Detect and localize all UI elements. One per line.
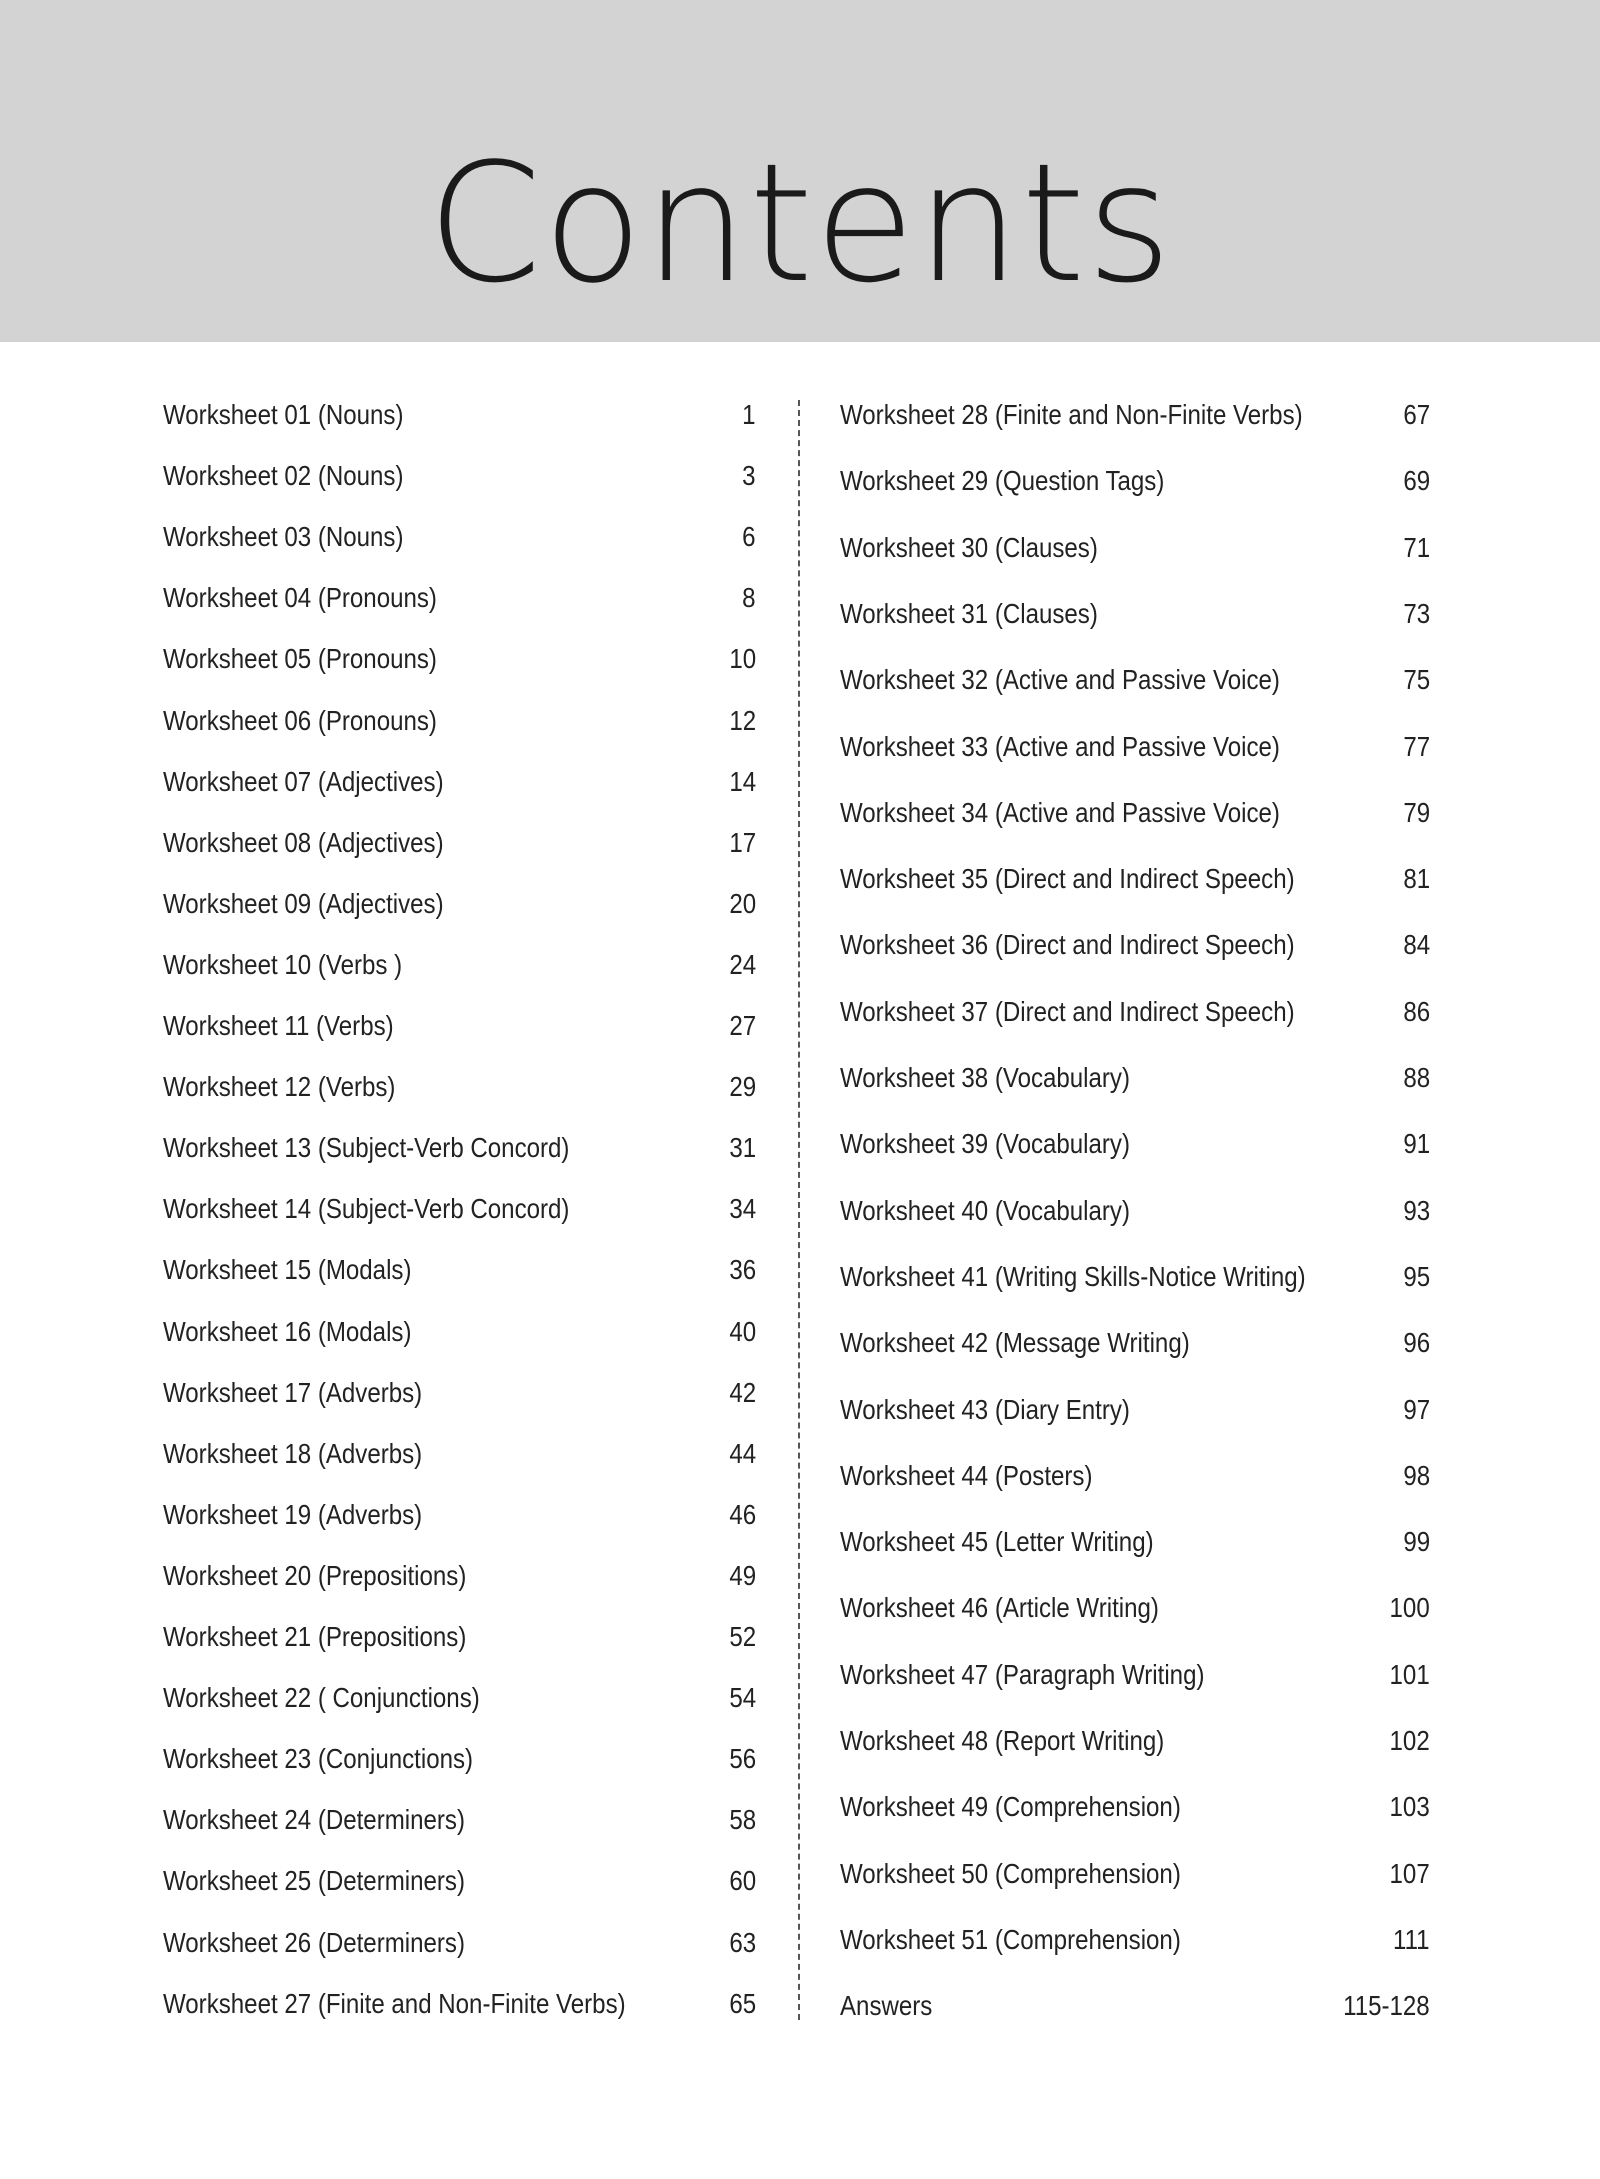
toc-entry-label: Worksheet 37 (Direct and Indirect Speech)	[840, 995, 1295, 1027]
toc-entry-label: Worksheet 30 (Clauses)	[840, 531, 1098, 563]
toc-entry-page-number: 73	[1403, 597, 1430, 629]
toc-entry-page-number: 86	[1403, 995, 1430, 1027]
toc-entry-label: Worksheet 23 (Conjunctions)	[163, 1743, 474, 1775]
toc-entry	[840, 1721, 1430, 1761]
toc-entry	[840, 925, 1430, 965]
toc-entry	[163, 578, 756, 618]
toc-entry	[840, 1191, 1430, 1231]
toc-entry	[840, 1655, 1430, 1695]
toc-entry	[163, 1434, 756, 1474]
toc-entry-page-number: 102	[1389, 1725, 1430, 1756]
toc-entry-page-number: 71	[1403, 531, 1430, 563]
toc-entry-label: Worksheet 02 (Nouns)	[163, 460, 404, 492]
toc-entry	[840, 1323, 1430, 1363]
toc-entry-page-number: 31	[729, 1132, 756, 1164]
toc-entry	[163, 1312, 756, 1352]
toc-entry	[840, 727, 1430, 767]
toc-entry-page-number: 93	[1403, 1194, 1430, 1226]
toc-entry-label: Worksheet 40 (Vocabulary)	[840, 1194, 1130, 1226]
toc-entry	[840, 1787, 1430, 1827]
toc-entry-page-number: 103	[1389, 1791, 1430, 1823]
toc-entry-page-number: 60	[729, 1865, 756, 1897]
toc-entry	[163, 1617, 756, 1657]
toc-entry	[163, 1556, 756, 1596]
toc-entry-page-number: 101	[1389, 1658, 1430, 1690]
toc-entry-label: Worksheet 19 (Adverbs)	[163, 1498, 423, 1530]
toc-entry	[840, 793, 1430, 833]
toc-entry-page-number: 44	[729, 1437, 756, 1469]
toc-entry	[163, 762, 756, 802]
toc-entry-label: Worksheet 17 (Adverbs)	[163, 1376, 423, 1408]
column-divider	[798, 400, 800, 2020]
toc-entry	[163, 1373, 756, 1413]
toc-entry-page-number: 6	[742, 521, 756, 553]
toc-entry-page-number: 95	[1403, 1260, 1430, 1292]
toc-entry-label: Worksheet 03 (Nouns)	[163, 521, 404, 553]
toc-entry	[163, 1739, 756, 1779]
toc-entry-label: Worksheet 41 (Writing Skills-Notice Writing)	[840, 1260, 1306, 1292]
toc-entry-page-number: 54	[729, 1682, 756, 1714]
toc-entry	[163, 1006, 756, 1046]
toc-entry-page-number: 81	[1403, 863, 1430, 895]
toc-entry-page-number: 40	[729, 1315, 756, 1347]
toc-entry-page-number: 100	[1389, 1592, 1430, 1624]
toc-entry	[163, 639, 756, 679]
toc-entry-page-number: 8	[742, 582, 756, 614]
toc-entry-label: Worksheet 08 (Adjectives)	[163, 826, 444, 858]
toc-entry-label: Worksheet 10 (Verbs )	[163, 948, 403, 980]
toc-entry-label: Worksheet 51 (Comprehension)	[840, 1923, 1181, 1955]
toc-entry-page-number: 84	[1403, 929, 1430, 961]
toc-entry-label: Worksheet 32 (Active and Passive Voice)	[840, 664, 1280, 696]
toc-entry-label: Worksheet 12 (Verbs)	[163, 1071, 396, 1103]
toc-entry-label: Worksheet 11 (Verbs)	[163, 1010, 394, 1041]
toc-entry-page-number: 97	[1403, 1393, 1430, 1425]
toc-entry-page-number: 96	[1403, 1327, 1430, 1359]
toc-entry-label: Worksheet 42 (Message Writing)	[840, 1327, 1190, 1359]
toc-entry-page-number: 107	[1389, 1857, 1430, 1889]
toc-entry	[840, 1456, 1430, 1496]
toc-entry-label: Worksheet 39 (Vocabulary)	[840, 1128, 1130, 1160]
toc-entry-label: Worksheet 46 (Article Writing)	[840, 1592, 1159, 1624]
toc-entry	[163, 456, 756, 496]
toc-entry-label: Worksheet 50 (Comprehension)	[840, 1857, 1181, 1889]
toc-entry-page-number: 63	[729, 1926, 756, 1958]
toc-entry-page-number: 49	[729, 1559, 756, 1591]
toc-entry	[163, 945, 756, 985]
toc-entry-page-number: 111	[1393, 1923, 1430, 1955]
toc-entry-page-number: 91	[1403, 1128, 1430, 1160]
toc-entry	[163, 1128, 756, 1168]
toc-entry-page-number: 29	[729, 1071, 756, 1103]
toc-entry-page-number: 58	[729, 1804, 756, 1836]
toc-entry	[840, 528, 1430, 568]
toc-entry	[163, 1984, 756, 2024]
toc-entry-label: Worksheet 13 (Subject-Verb Concord)	[163, 1132, 570, 1164]
toc-entry-label: Worksheet 15 (Modals)	[163, 1254, 412, 1286]
toc-entry-label: Worksheet 48 (Report Writing)	[840, 1725, 1165, 1756]
toc-entry-page-number: 69	[1403, 465, 1430, 497]
toc-entry	[163, 823, 756, 863]
toc-entry-page-number: 98	[1403, 1459, 1430, 1491]
toc-entry	[163, 395, 756, 435]
toc-entry-page-number: 10	[729, 643, 756, 675]
toc-entry-label: Worksheet 28 (Finite and Non-Finite Verbs)	[840, 399, 1303, 430]
page-title: Contents	[427, 128, 1173, 319]
toc-entry-page-number: 56	[729, 1743, 756, 1775]
toc-entry-page-number: 115-128	[1343, 1990, 1430, 2022]
toc-entry-label: Worksheet 44 (Posters)	[840, 1459, 1093, 1491]
toc-entry	[163, 701, 756, 741]
toc-entry-page-number: 77	[1403, 730, 1430, 762]
toc-entry-page-number: 12	[729, 704, 756, 736]
toc-entry-page-number: 36	[729, 1254, 756, 1286]
toc-entry-label: Worksheet 22 ( Conjunctions)	[163, 1682, 480, 1714]
toc-entry-label: Worksheet 27 (Finite and Non-Finite Verbs)	[163, 1987, 626, 2019]
toc-entry-page-number: 65	[729, 1987, 756, 2019]
toc-entry-label: Worksheet 45 (Letter Writing)	[840, 1526, 1154, 1558]
toc-entry	[840, 1390, 1430, 1430]
toc-entry-label: Answers	[840, 1990, 933, 2022]
toc-entry-label: Worksheet 26 (Determiners)	[163, 1926, 465, 1958]
toc-entry	[840, 461, 1430, 501]
toc-entry	[840, 859, 1430, 899]
toc-entry-page-number: 1	[742, 399, 756, 430]
toc-entry	[840, 1854, 1430, 1894]
toc-entry	[840, 1920, 1430, 1960]
toc-entry-label: Worksheet 21 (Prepositions)	[163, 1621, 467, 1652]
toc-entry	[840, 660, 1430, 700]
toc-entry	[840, 1124, 1430, 1164]
toc-entry-page-number: 3	[742, 460, 756, 492]
toc-entry-page-number: 46	[729, 1498, 756, 1530]
toc-entry-page-number: 34	[729, 1193, 756, 1225]
toc-entry	[163, 1923, 756, 1963]
toc-entry-label: Worksheet 14 (Subject-Verb Concord)	[163, 1193, 570, 1225]
toc-entry	[163, 1250, 756, 1290]
toc-entry-page-number: 99	[1403, 1526, 1430, 1558]
toc-entry	[840, 992, 1430, 1032]
toc-entry-page-number: 20	[729, 887, 756, 919]
toc-entry-label: Worksheet 35 (Direct and Indirect Speech)	[840, 863, 1295, 895]
toc-entry	[163, 1861, 756, 1901]
toc-entry-label: Worksheet 49 (Comprehension)	[840, 1791, 1181, 1823]
toc-entry-page-number: 75	[1403, 664, 1430, 696]
toc-entry-label: Worksheet 36 (Direct and Indirect Speech)	[840, 929, 1295, 961]
toc-entry	[840, 594, 1430, 634]
toc-entry	[163, 1189, 756, 1229]
toc-entry-label: Worksheet 16 (Modals)	[163, 1315, 412, 1347]
toc-entry	[163, 1495, 756, 1535]
toc-entry-label: Worksheet 20 (Prepositions)	[163, 1559, 467, 1591]
toc-entry-label: Worksheet 34 (Active and Passive Voice)	[840, 796, 1280, 828]
toc-entry-label: Worksheet 01 (Nouns)	[163, 399, 404, 430]
toc-entry-label: Worksheet 25 (Determiners)	[163, 1865, 465, 1897]
toc-entry	[840, 395, 1430, 435]
toc-entry-label: Worksheet 33 (Active and Passive Voice)	[840, 730, 1280, 762]
toc-entry	[163, 1067, 756, 1107]
toc-entry-page-number: 67	[1403, 399, 1430, 430]
toc-entry	[840, 1986, 1430, 2026]
toc-entry-page-number: 17	[729, 826, 756, 858]
toc-entry-label: Worksheet 38 (Vocabulary)	[840, 1062, 1130, 1093]
toc-entry-page-number: 42	[729, 1376, 756, 1408]
toc-entry-page-number: 27	[729, 1010, 756, 1041]
toc-entry-label: Worksheet 31 (Clauses)	[840, 597, 1098, 629]
toc-entry-label: Worksheet 06 (Pronouns)	[163, 704, 437, 736]
toc-entry-label: Worksheet 07 (Adjectives)	[163, 765, 444, 797]
toc-entry-label: Worksheet 43 (Diary Entry)	[840, 1393, 1130, 1425]
toc-entry	[840, 1058, 1430, 1098]
toc-entry-label: Worksheet 09 (Adjectives)	[163, 887, 444, 919]
toc-entry-page-number: 24	[729, 948, 756, 980]
toc-entry-label: Worksheet 05 (Pronouns)	[163, 643, 437, 675]
toc-entry-page-number: 52	[729, 1621, 756, 1652]
toc-entry	[840, 1257, 1430, 1297]
toc-entry-label: Worksheet 47 (Paragraph Writing)	[840, 1658, 1205, 1690]
toc-entry-label: Worksheet 24 (Determiners)	[163, 1804, 465, 1836]
toc-entry	[163, 1678, 756, 1718]
toc-entry-label: Worksheet 29 (Question Tags)	[840, 465, 1165, 497]
header-band	[0, 0, 1600, 342]
toc-entry-label: Worksheet 04 (Pronouns)	[163, 582, 437, 614]
toc-entry	[840, 1588, 1430, 1628]
toc-entry	[163, 1800, 756, 1840]
toc-entry	[163, 517, 756, 557]
toc-entry-page-number: 79	[1403, 796, 1430, 828]
toc-entry	[840, 1522, 1430, 1562]
toc-entry-page-number: 14	[729, 765, 756, 797]
toc-entry-label: Worksheet 18 (Adverbs)	[163, 1437, 423, 1469]
toc-entry	[163, 884, 756, 924]
toc-entry-page-number: 88	[1403, 1062, 1430, 1093]
